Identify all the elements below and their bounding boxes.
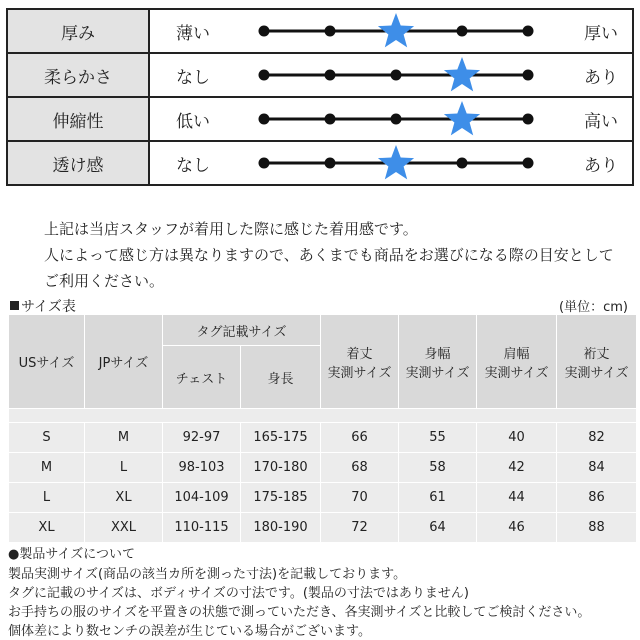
- rating-label: 伸縮性: [8, 98, 150, 140]
- scale-dot: [259, 114, 270, 125]
- scale-dot: [325, 158, 336, 169]
- rating-max-label: あり: [584, 155, 618, 176]
- rating-row-thickness: [8, 10, 632, 54]
- table-row: S M 92-97 165-175 66 55 40 82: [9, 423, 637, 453]
- header-us-size: USサイズ: [9, 315, 85, 409]
- scale-dot: [457, 158, 468, 169]
- scale-dot: [391, 114, 402, 125]
- scale-dot: [325, 26, 336, 37]
- header-jp-size: JPサイズ: [85, 315, 163, 409]
- rating-scale: [252, 54, 542, 96]
- star-icon: [444, 101, 480, 135]
- scale-dot: [523, 114, 534, 125]
- scale-dot: [325, 114, 336, 125]
- star-icon: [378, 145, 414, 179]
- header-height: 身長: [241, 346, 321, 409]
- scale-dot: [259, 158, 270, 169]
- table-row: L XL 104-109 175-185 70 61 44 86: [9, 483, 637, 513]
- rating-max-label: あり: [584, 67, 618, 88]
- scale-dot: [523, 70, 534, 81]
- note-line: 上記は当店スタッフが着用した際に感じた着用感です。: [44, 220, 418, 238]
- unit-label: (単位：cm): [559, 300, 628, 315]
- rating-scale: [252, 142, 542, 184]
- rating-label: 厚み: [8, 10, 150, 52]
- star-icon: [444, 57, 480, 91]
- scale-dot: [457, 26, 468, 37]
- scale-dot: [523, 26, 534, 37]
- rating-row-sheerness: [8, 142, 632, 184]
- rating-max-label: 厚い: [584, 23, 618, 44]
- rating-grid: [6, 8, 634, 186]
- footnote-line: 製品実測サイズ(商品の該当カ所を測った寸法)を記載しております。: [8, 567, 407, 582]
- square-bullet-icon: [10, 301, 19, 310]
- header-width: 身幅 実測サイズ: [399, 315, 477, 409]
- rating-label: 透け感: [8, 142, 150, 184]
- rating-row-stretch: [8, 98, 632, 142]
- note-line: 人によって感じ方は異なりますので、あくまでも商品をお選びになる際の目安として: [44, 246, 614, 264]
- rating-min-label: なし: [176, 67, 210, 88]
- note-line: ご利用ください。: [44, 272, 165, 290]
- rating-label: 柔らかさ: [8, 54, 150, 96]
- header-length: 着丈 実測サイズ: [321, 315, 399, 409]
- header-shoulder: 肩幅 実測サイズ: [477, 315, 557, 409]
- rating-min-label: なし: [176, 155, 210, 176]
- header-sleeve: 裄丈 実測サイズ: [557, 315, 637, 409]
- header-chest: チェスト: [163, 346, 241, 409]
- rating-max-label: 高い: [584, 111, 618, 132]
- scale-dot: [325, 70, 336, 81]
- star-icon: [378, 13, 414, 47]
- footnote-line: 個体差により数センチの誤差が生じている場合がございます。: [8, 624, 371, 639]
- table-row: XL XXL 110-115 180-190 72 64 46 88: [9, 513, 637, 543]
- size-table: [8, 314, 637, 543]
- table-row: M L 98-103 170-180 68 58 42 84: [9, 453, 637, 483]
- size-table-title: サイズ表: [10, 296, 76, 316]
- rating-scale: [252, 98, 542, 140]
- scale-dot: [259, 26, 270, 37]
- scale-dot: [259, 70, 270, 81]
- footnote-title: ●製品サイズについて: [8, 547, 136, 562]
- footnote-line: お手持ちの服のサイズを平置きの状態で測っていただき、各実測サイズと比較してご検討ください。: [8, 605, 591, 620]
- rating-min-label: 薄い: [176, 23, 210, 44]
- footnote-line: タグに記載のサイズは、ボディサイズの寸法です。(製品の寸法ではありません): [8, 586, 469, 601]
- rating-row-softness: [8, 54, 632, 98]
- scale-dot: [391, 70, 402, 81]
- header-tag-size: タグ記載サイズ: [163, 315, 321, 346]
- scale-dot: [523, 158, 534, 169]
- rating-min-label: 低い: [176, 111, 210, 132]
- rating-scale: [252, 10, 542, 52]
